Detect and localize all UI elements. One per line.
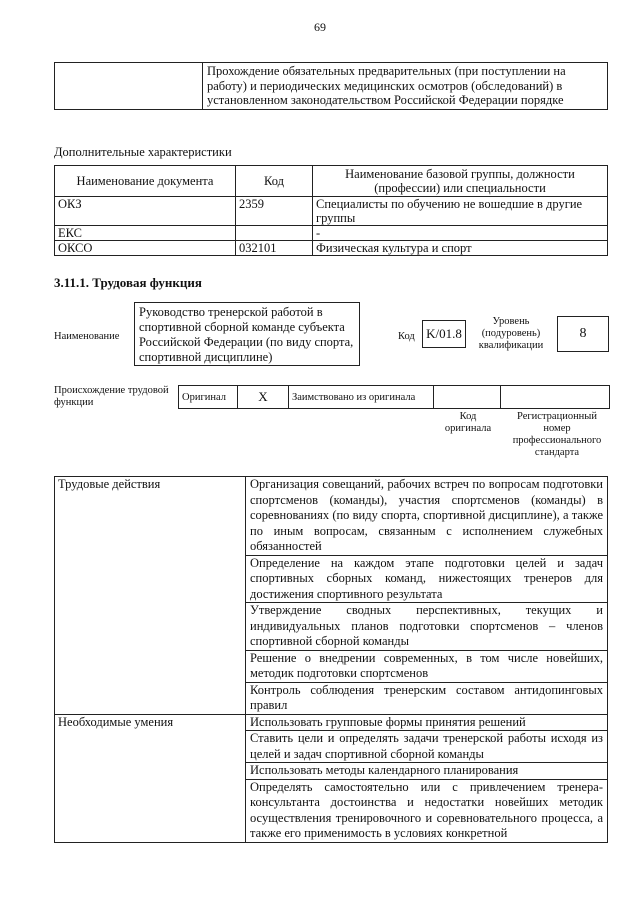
- original-label: Оригинал: [179, 386, 238, 409]
- actions-label: Трудовые действия: [55, 477, 246, 715]
- page-number: 69: [314, 20, 326, 34]
- doc-cell: ОКЗ: [55, 197, 236, 226]
- function-name-box: Руководство тренерской работой в спортивной сборной команде субъекта Российской Федерации (по виду спорта, спортивной дисциплине): [134, 302, 360, 366]
- group-cell: -: [313, 226, 608, 241]
- reg-number-caption: Регистрационный номер профессионального стандарта: [512, 411, 602, 458]
- table-row: [55, 241, 608, 256]
- table-row: [55, 197, 608, 226]
- doc-cell: ОКСО: [55, 241, 236, 256]
- origin-code-caption: Код оригинала: [444, 411, 492, 434]
- labor-function-heading: 3.11.1. Трудовая функция: [54, 275, 202, 290]
- header-code: Код: [236, 166, 313, 197]
- skill-item: Ставить цели и определять задачи тренерской работы исходя из целей и задач спортивной сборной команды: [246, 731, 608, 763]
- action-item: Контроль соблюдения тренерским составом антидопинговых правил: [246, 682, 608, 714]
- action-item: Организация совещаний, рабочих встреч по вопросам подготовки спортсменов (команды), участия спортсменов (команды) в соревнованиях (по виду спорта, спортивной дисциплине), а также по иным вопросам, связанным с исполнением служебных обязанностей: [246, 477, 608, 556]
- origin-code-cell: [434, 386, 501, 409]
- name-label: Наименование: [54, 331, 120, 342]
- top-table-left-cell: [55, 63, 203, 110]
- top-table: [54, 62, 608, 110]
- group-cell: Специалисты по обучению не вошедшие в другие группы: [313, 197, 608, 226]
- level-box: 8: [557, 316, 609, 352]
- code-label: Код: [398, 331, 415, 342]
- main-table: [54, 476, 608, 843]
- function-code-box: K/01.8: [422, 320, 466, 348]
- level-label: Уровень (подуровень) квалификации: [478, 316, 544, 351]
- code-cell: 032101: [236, 241, 313, 256]
- header-group-name: Наименование базовой группы, должности (профессии) или специальности: [313, 166, 608, 197]
- table-row: [55, 714, 608, 731]
- extra-characteristics-table: [54, 165, 608, 256]
- skill-item: Определять самостоятельно или с привлечением тренера-консультанта достоинства и недостатки новейших методик осуществления тренировочного и соревновательного процесса, а также его применимость в условиях конкретной: [246, 779, 608, 842]
- action-item: Определение на каждом этапе подготовки целей и задач спортивных сборных команд, нижестоящих тренеров для достижения спортивного результата: [246, 555, 608, 603]
- table-row: [55, 477, 608, 556]
- reg-number-cell: [501, 386, 610, 409]
- doc-cell: ЕКС: [55, 226, 236, 241]
- borrowed-label: Заимствовано из оригинала: [289, 386, 434, 409]
- code-cell: 2359: [236, 197, 313, 226]
- group-cell: Физическая культура и спорт: [313, 241, 608, 256]
- skill-item: Использовать методы календарного планирования: [246, 763, 608, 780]
- header-document-name: Наименование документа: [55, 166, 236, 197]
- table-row: [55, 226, 608, 241]
- action-item: Решение о внедрении современных, в том числе новейших, методик подготовки спортсменов: [246, 650, 608, 682]
- origin-label: Происхождение трудовой функции: [54, 385, 169, 408]
- code-cell: [236, 226, 313, 241]
- top-table-right-cell: Прохождение обязательных предварительных (при поступлении на работу) и периодических медицинских осмотров (обследований) в установленном законодательством Российской Федерации порядке: [203, 63, 608, 110]
- action-item: Утверждение сводных перспективных, текущих и индивидуальных планов подготовки спортсменов – членов спортивной сборной команды: [246, 603, 608, 651]
- skill-item: Использовать групповые формы принятия решений: [246, 714, 608, 731]
- original-mark: X: [238, 386, 289, 409]
- extra-characteristics-heading: Дополнительные характеристики: [54, 145, 232, 159]
- skills-label: Необходимые умения: [55, 714, 246, 842]
- origin-table: [178, 385, 610, 409]
